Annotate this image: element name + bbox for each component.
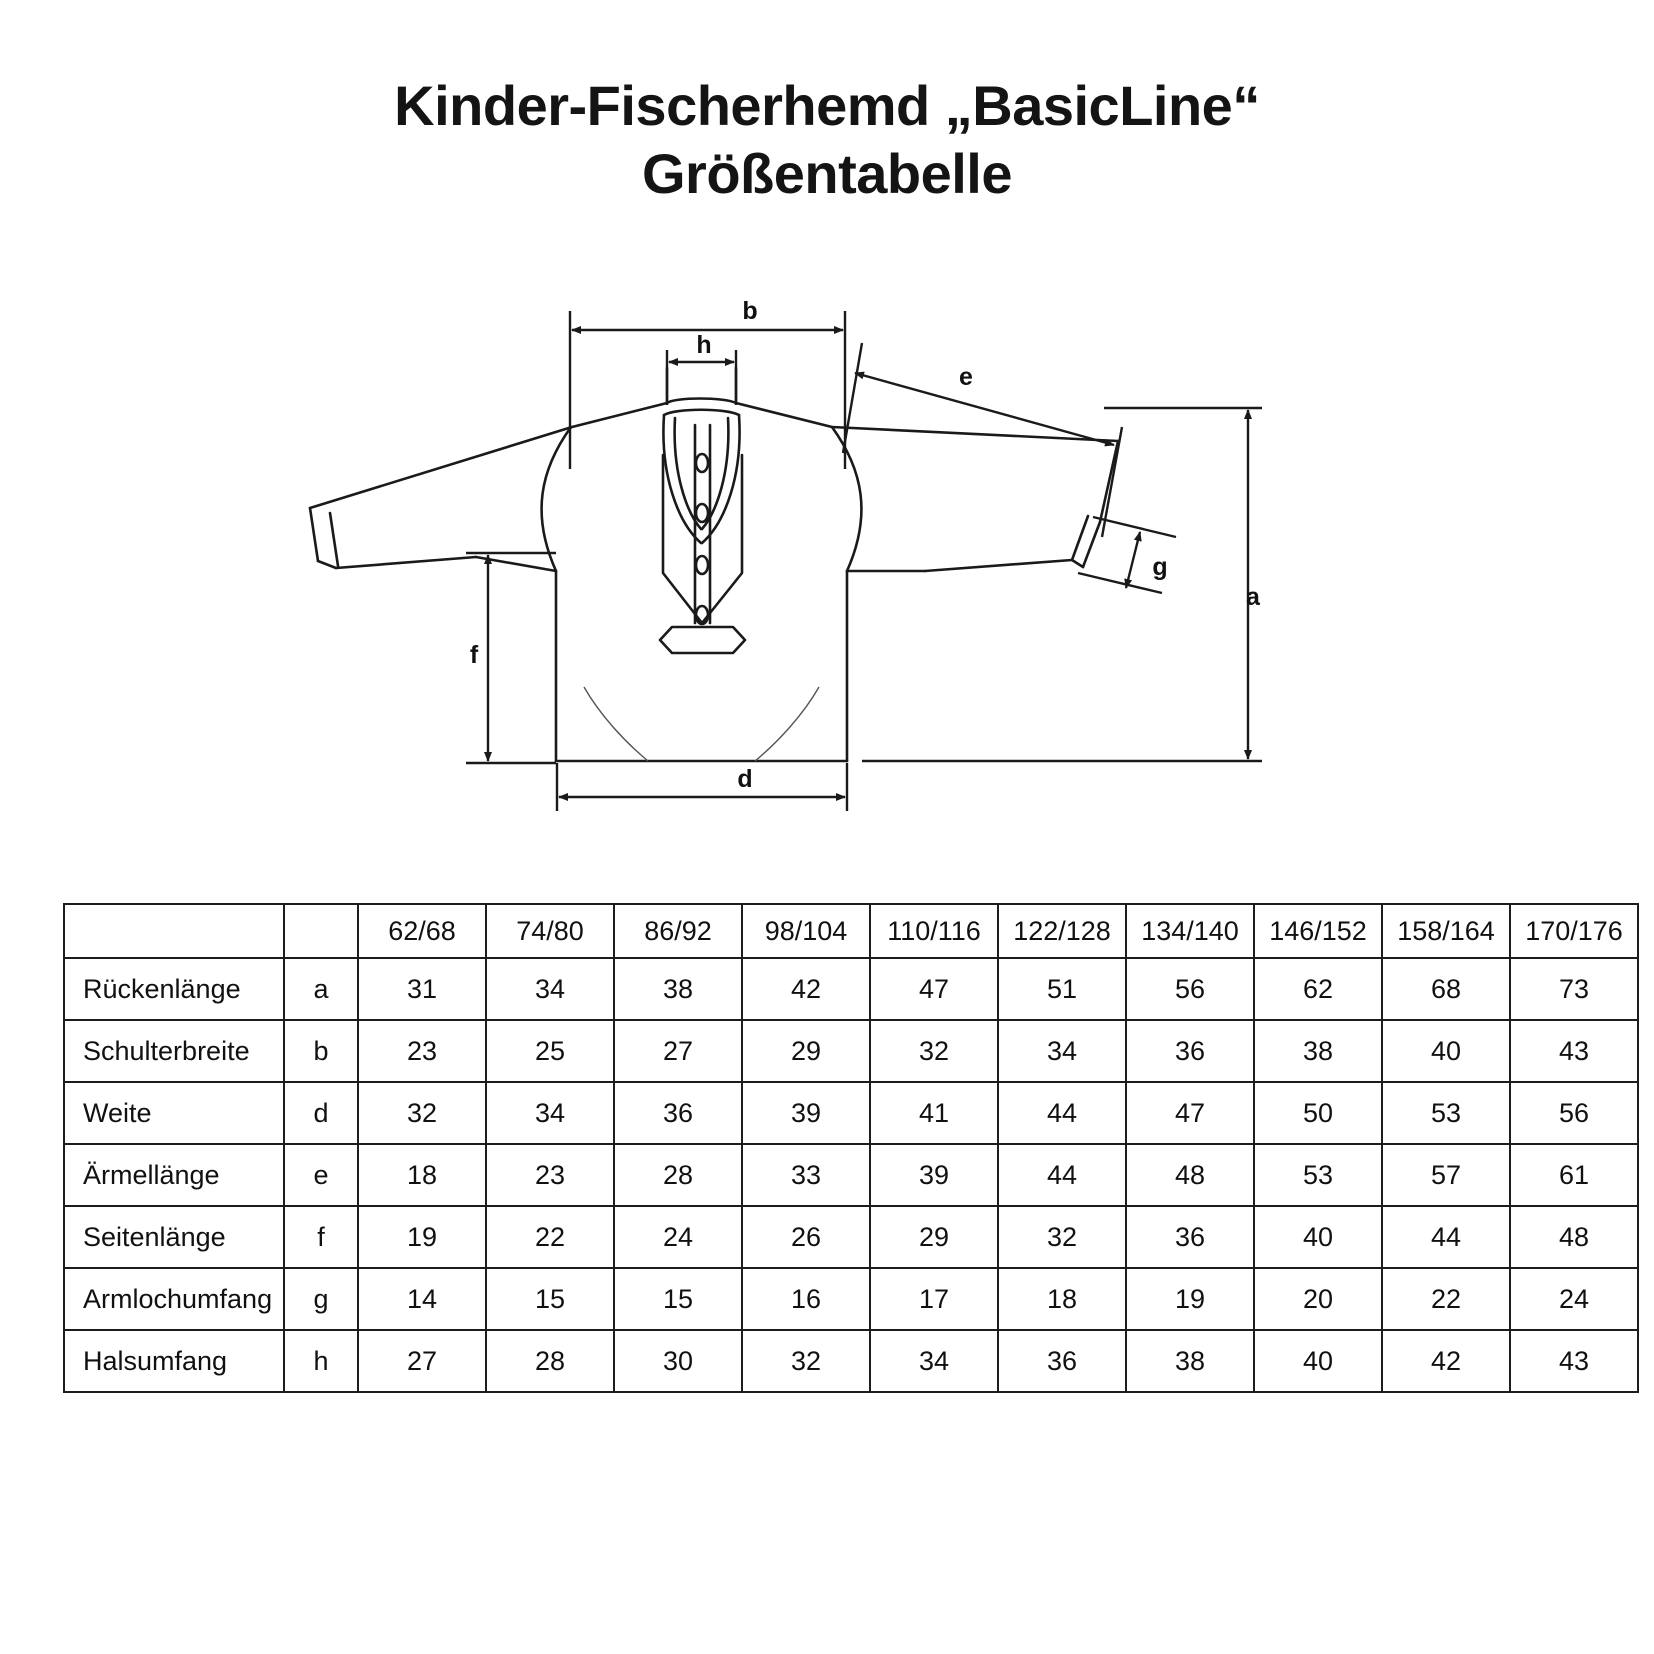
cell-b-8: 40 <box>1382 1020 1510 1082</box>
cell-e-0: 18 <box>358 1144 486 1206</box>
table-row <box>64 1330 1638 1392</box>
dimension-label-f: f <box>469 641 479 669</box>
cell-a-7: 62 <box>1254 958 1382 1020</box>
cell-d-0: 32 <box>358 1082 486 1144</box>
cell-d-8: 53 <box>1382 1082 1510 1144</box>
cell-b-5: 34 <box>998 1020 1126 1082</box>
cell-h-4: 34 <box>870 1330 998 1392</box>
dimension-label-a: a <box>1246 583 1260 611</box>
header-size-8: 158/164 <box>1382 904 1510 958</box>
cell-g-0: 14 <box>358 1268 486 1330</box>
cell-e-1: 23 <box>486 1144 614 1206</box>
right-cuff-edge <box>1072 560 1083 567</box>
table-row <box>64 1268 1638 1330</box>
row-letter-g: g <box>284 1268 358 1330</box>
cell-g-2: 15 <box>614 1268 742 1330</box>
cell-d-2: 36 <box>614 1082 742 1144</box>
cell-b-3: 29 <box>742 1020 870 1082</box>
cell-b-9: 43 <box>1510 1020 1638 1082</box>
cell-a-1: 34 <box>486 958 614 1020</box>
cell-g-6: 19 <box>1126 1268 1254 1330</box>
cell-g-9: 24 <box>1510 1268 1638 1330</box>
left-cuff-edge <box>318 561 336 568</box>
row-letter-b: b <box>284 1020 358 1082</box>
title-line-1: Kinder-Fischerhemd „BasicLine“ <box>394 74 1260 137</box>
collar-band-top-curve <box>667 399 736 404</box>
left-cuff-outer <box>310 508 318 561</box>
cell-d-7: 50 <box>1254 1082 1382 1144</box>
left-sleeve-underarm <box>336 557 476 568</box>
header-size-2: 86/92 <box>614 904 742 958</box>
right-sleeve-underarm <box>925 560 1072 571</box>
cell-h-8: 42 <box>1382 1330 1510 1392</box>
placket-panel <box>663 455 742 623</box>
cell-e-4: 39 <box>870 1144 998 1206</box>
table-row <box>64 1206 1638 1268</box>
row-label-weite: Weite <box>64 1082 284 1144</box>
right-shoulder-seam <box>736 403 1118 441</box>
cell-e-3: 33 <box>742 1144 870 1206</box>
cell-a-2: 38 <box>614 958 742 1020</box>
page-title <box>0 0 1654 209</box>
cell-d-3: 39 <box>742 1082 870 1144</box>
drape-curve-right <box>755 687 819 761</box>
cell-b-7: 38 <box>1254 1020 1382 1082</box>
cell-a-6: 56 <box>1126 958 1254 1020</box>
g-dimension-line <box>1126 532 1140 588</box>
row-label-seitenlange: Seitenlänge <box>64 1206 284 1268</box>
cell-b-0: 23 <box>358 1020 486 1082</box>
table-body <box>64 958 1638 1392</box>
right-cuff-outer <box>1083 522 1100 567</box>
cell-g-1: 15 <box>486 1268 614 1330</box>
row-letter-h: h <box>284 1330 358 1392</box>
g-ext-bottom <box>1078 573 1162 593</box>
table-row <box>64 1082 1638 1144</box>
cell-d-4: 41 <box>870 1082 998 1144</box>
cell-b-6: 36 <box>1126 1020 1254 1082</box>
cell-b-1: 25 <box>486 1020 614 1082</box>
cell-g-4: 17 <box>870 1268 998 1330</box>
cell-f-4: 29 <box>870 1206 998 1268</box>
table-row <box>64 1020 1638 1082</box>
right-sleeve-outer <box>1100 441 1118 522</box>
table-row <box>64 958 1638 1020</box>
header-size-7: 146/152 <box>1254 904 1382 958</box>
table-header-row <box>64 904 1638 958</box>
cell-a-4: 47 <box>870 958 998 1020</box>
placket-tab <box>660 627 745 653</box>
dimension-label-g: g <box>1152 553 1168 581</box>
cell-g-8: 22 <box>1382 1268 1510 1330</box>
cell-a-5: 51 <box>998 958 1126 1020</box>
header-measure-name-blank <box>64 904 284 958</box>
cell-a-8: 68 <box>1382 958 1510 1020</box>
title-line-2: Größentabelle <box>641 142 1013 206</box>
cell-e-2: 28 <box>614 1144 742 1206</box>
left-cuff-inner <box>330 513 338 566</box>
cell-d-5: 44 <box>998 1082 1126 1144</box>
cell-h-9: 43 <box>1510 1330 1638 1392</box>
row-label-armellange: Ärmellänge <box>64 1144 284 1206</box>
cell-h-2: 30 <box>614 1330 742 1392</box>
cell-f-3: 26 <box>742 1206 870 1268</box>
cell-d-6: 47 <box>1126 1082 1254 1144</box>
row-letter-d: d <box>284 1082 358 1144</box>
button-2 <box>696 504 708 522</box>
header-size-0: 62/68 <box>358 904 486 958</box>
cell-d-9: 56 <box>1510 1082 1638 1144</box>
cell-f-2: 24 <box>614 1206 742 1268</box>
header-size-9: 170/176 <box>1510 904 1638 958</box>
neck-outer-right <box>702 415 740 543</box>
row-label-ruckenlange: Rückenlänge <box>64 958 284 1020</box>
dimension-label-h: h <box>696 331 712 359</box>
drape-curve-left <box>584 687 648 761</box>
cell-h-7: 40 <box>1254 1330 1382 1392</box>
cell-h-0: 27 <box>358 1330 486 1392</box>
cell-g-3: 16 <box>742 1268 870 1330</box>
row-label-schulterbreite: Schulterbreite <box>64 1020 284 1082</box>
header-size-4: 110/116 <box>870 904 998 958</box>
cell-h-1: 28 <box>486 1330 614 1392</box>
cell-e-5: 44 <box>998 1144 1126 1206</box>
cell-f-7: 40 <box>1254 1206 1382 1268</box>
row-label-armlochumfang: Armlochumfang <box>64 1268 284 1330</box>
dimension-label-e: e <box>959 363 973 391</box>
shirt-diagram <box>0 255 1654 875</box>
cell-f-0: 19 <box>358 1206 486 1268</box>
cell-b-4: 32 <box>870 1020 998 1082</box>
left-shoulder-seam <box>310 403 667 508</box>
cell-f-5: 32 <box>998 1206 1126 1268</box>
cell-f-1: 22 <box>486 1206 614 1268</box>
cell-a-9: 73 <box>1510 958 1638 1020</box>
size-table <box>63 903 1639 1393</box>
row-label-halsumfang: Halsumfang <box>64 1330 284 1392</box>
cell-h-5: 36 <box>998 1330 1126 1392</box>
dimension-label-b: b <box>742 297 758 325</box>
collar-band-bottom-curve <box>664 410 739 415</box>
cell-f-6: 36 <box>1126 1206 1254 1268</box>
right-cuff-inner <box>1072 516 1088 560</box>
cell-b-2: 27 <box>614 1020 742 1082</box>
left-armhole-curve <box>542 427 571 571</box>
table-header <box>64 904 1638 958</box>
g-ext-top <box>1093 517 1176 537</box>
cell-e-9: 61 <box>1510 1144 1638 1206</box>
header-size-3: 98/104 <box>742 904 870 958</box>
header-size-1: 74/80 <box>486 904 614 958</box>
cell-e-7: 53 <box>1254 1144 1382 1206</box>
cell-f-9: 48 <box>1510 1206 1638 1268</box>
row-letter-e: e <box>284 1144 358 1206</box>
cell-g-5: 18 <box>998 1268 1126 1330</box>
header-size-6: 134/140 <box>1126 904 1254 958</box>
button-3 <box>696 556 708 574</box>
dimension-label-d: d <box>737 765 753 793</box>
cell-h-3: 32 <box>742 1330 870 1392</box>
cell-h-6: 38 <box>1126 1330 1254 1392</box>
cell-g-7: 20 <box>1254 1268 1382 1330</box>
header-size-5: 122/128 <box>998 904 1126 958</box>
right-armhole-curve <box>832 427 861 571</box>
size-table-container <box>63 903 1623 1393</box>
cell-f-8: 44 <box>1382 1206 1510 1268</box>
cell-a-3: 42 <box>742 958 870 1020</box>
cell-e-6: 48 <box>1126 1144 1254 1206</box>
button-1 <box>696 454 708 472</box>
cell-a-0: 31 <box>358 958 486 1020</box>
table-row <box>64 1144 1638 1206</box>
cell-d-1: 34 <box>486 1082 614 1144</box>
row-letter-a: a <box>284 958 358 1020</box>
header-measure-letter-blank <box>284 904 358 958</box>
row-letter-f: f <box>284 1206 358 1268</box>
cell-e-8: 57 <box>1382 1144 1510 1206</box>
